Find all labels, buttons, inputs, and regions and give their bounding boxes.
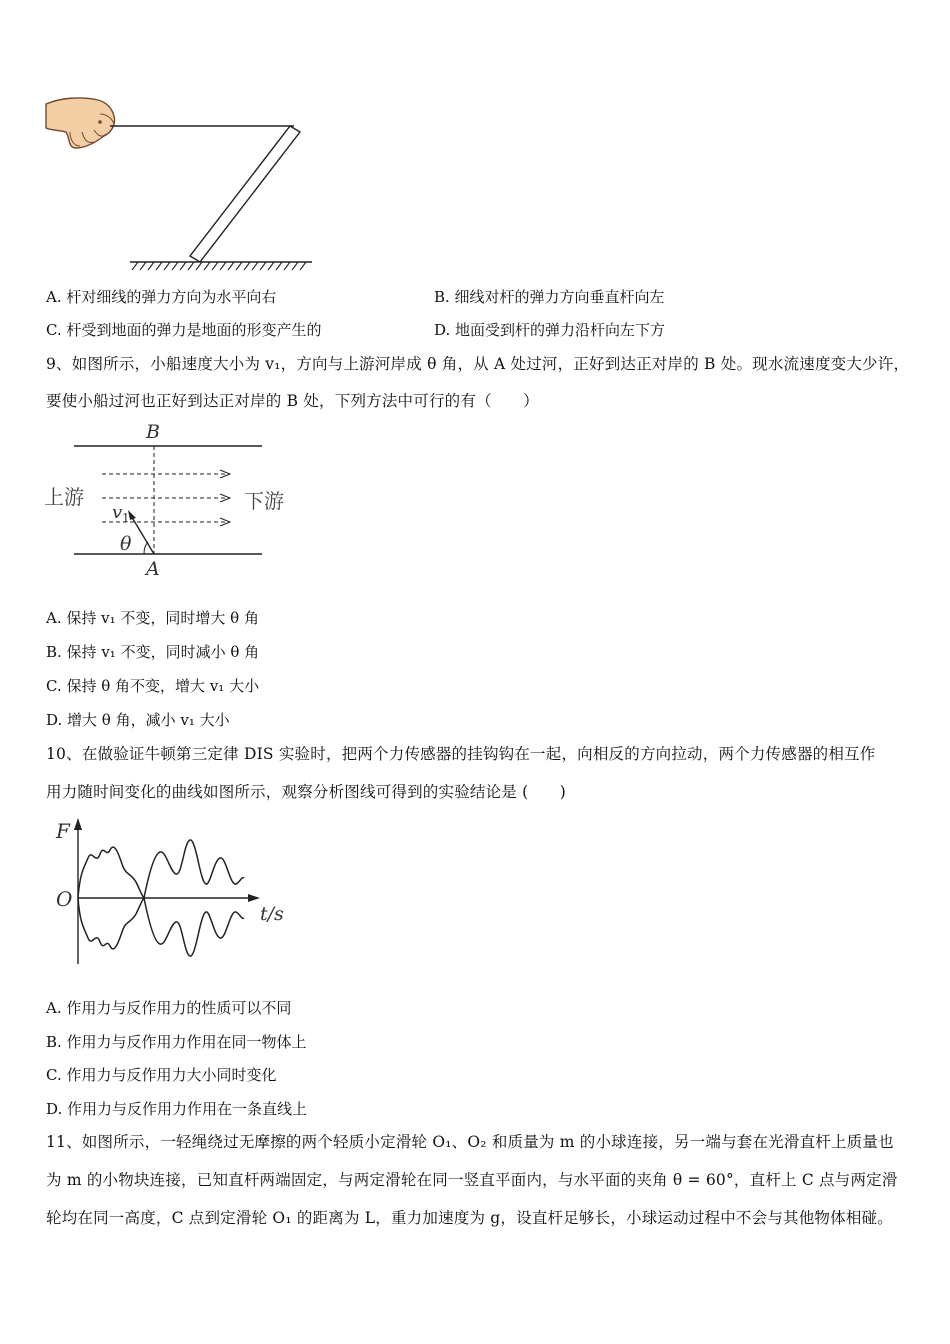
label-b: B — [146, 421, 160, 443]
q10-stem-line1: 10、在做验证牛顿第三定律 DIS 实验时，把两个力传感器的挂钩钩在一起，向相反的方向拉动，两个力传感器的相互作 — [46, 745, 876, 763]
label-v-subscript: 1 — [122, 511, 130, 525]
label-f: F — [56, 819, 70, 843]
upper-force-curve — [78, 840, 244, 898]
q9-stem-line2: 要使小船过河也正好到达正对岸的 B 处，下列方法中可行的有（ ） — [46, 392, 539, 410]
q10-option-c: C. 作用力与反作用力大小同时变化 — [46, 1066, 277, 1084]
force-time-figure — [40, 812, 310, 972]
label-v: v — [112, 502, 123, 523]
velocity-arrow — [128, 510, 154, 554]
label-upstream: 上游 — [44, 485, 84, 509]
q8-option-a: A. 杆对细线的弹力方向为水平向右 — [46, 288, 277, 306]
q8-option-b: B. 细线对杆的弹力方向垂直杆向左 — [434, 288, 665, 306]
q10-option-d: D. 作用力与反作用力作用在一条直线上 — [46, 1100, 308, 1118]
q11-stem-line2: 为 m 的小物块连接，已知直杆两端固定，与两定滑轮在同一竖直平面内，与水平面的夹角 θ = 60°，直杆上 C 点与两定滑 — [46, 1171, 898, 1189]
river-figure — [40, 418, 310, 580]
q10-stem-line2: 用力随时间变化的曲线如图所示，观察分析图线可得到的实验结论是 ( ) — [46, 783, 567, 801]
ground-hatch — [130, 262, 312, 270]
q9-option-c: C. 保持 θ 角不变，增大 v₁ 大小 — [46, 677, 260, 695]
label-t: t/s — [260, 903, 284, 925]
rod-shape — [190, 126, 300, 262]
q9-option-b: B. 保持 v₁ 不变，同时减小 θ 角 — [46, 643, 260, 661]
q9-stem-line1: 9、如图所示，小船速度大小为 v₁，方向与上游河岸成 θ 角，从 A 处过河，正好到达正对岸的 B 处。现水流速度变大少许， — [46, 355, 910, 373]
label-a: A — [146, 558, 160, 580]
lower-force-curve — [78, 898, 244, 956]
q8-option-d: D. 地面受到杆的弹力沿杆向左下方 — [434, 321, 666, 339]
q9-option-a: A. 保持 v₁ 不变，同时增大 θ 角 — [46, 609, 259, 627]
label-theta: θ — [120, 533, 132, 555]
q11-stem-line1: 11、如图所示，一轻绳绕过无摩擦的两个轻质小定滑轮 O₁、O₂ 和质量为 m 的小球连接，另一端与套在光滑直杆上质量也 — [46, 1133, 894, 1151]
q11-stem-line3: 轮均在同一高度，C 点到定滑轮 O₁ 的距离为 L，重力加速度为 g，设直杆足够长，小球运动过程中不会与其他物体相碰。 — [46, 1209, 893, 1227]
hand-icon — [46, 98, 115, 148]
label-downstream: 下游 — [244, 489, 284, 513]
q9-option-d: D. 增大 θ 角，减小 v₁ 大小 — [46, 711, 230, 729]
q10-option-a: A. 作用力与反作用力的性质可以不同 — [46, 999, 292, 1017]
q10-option-b: B. 作用力与反作用力作用在同一物体上 — [46, 1033, 307, 1051]
label-origin: O — [56, 887, 73, 911]
q8-option-c: C. 杆受到地面的弹力是地面的形变产生的 — [46, 321, 322, 339]
rod-string-figure — [40, 92, 320, 274]
